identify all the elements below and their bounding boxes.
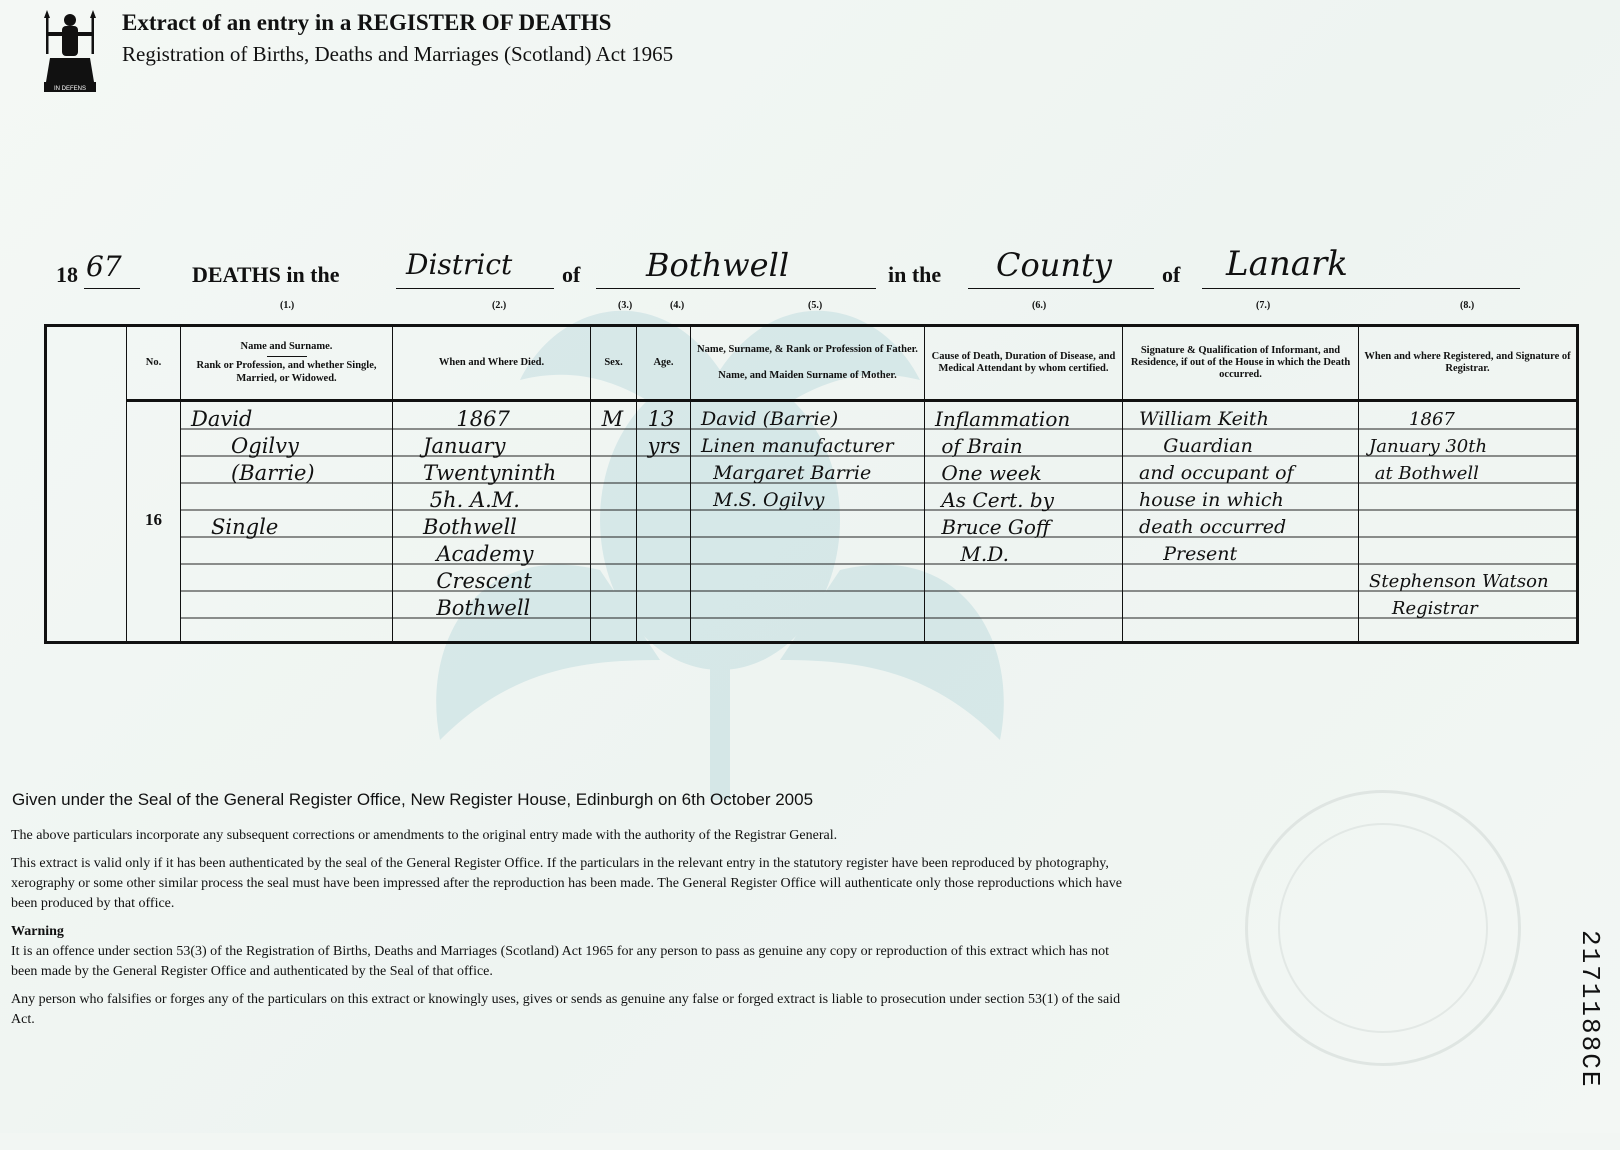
death-register-table bbox=[44, 324, 1579, 644]
col-parents-header bbox=[691, 326, 925, 401]
note-validity: This extract is valid only if it has been authenticated by the seal of the General Register Office. If the particulars in the relevant entry in the statutory register have been reproduced by photography, xerography or some other similar process the seal must have been impressed after the reproduction has been made. The General Register Office will authenticate only those reproductions which have been produced by that office. bbox=[11, 856, 1122, 911]
col-father-header: Name, Surname, & Rank or Profession of Father. bbox=[697, 343, 918, 355]
of-label-2: of bbox=[1162, 262, 1181, 287]
entry-sex: M bbox=[595, 407, 624, 431]
legal-notes bbox=[11, 826, 1131, 1038]
col-no-header: No. bbox=[127, 326, 181, 401]
warning-heading: Warning bbox=[11, 924, 64, 939]
county-type: County bbox=[996, 246, 1112, 284]
entry-when-where-cell bbox=[393, 401, 591, 643]
entry-registered: 1867 January 30th at Bothwell Stephenson Watson Registrar bbox=[1369, 409, 1549, 619]
col-when-where-header: When and Where Died. bbox=[393, 326, 591, 401]
entry-age-cell bbox=[637, 401, 691, 643]
entry-name: David Ogilvy (Barrie) Single bbox=[191, 407, 315, 539]
royal-crest-icon bbox=[40, 8, 100, 94]
document-title: Extract of an entry in a REGISTER OF DEATHS bbox=[122, 10, 612, 35]
col-name-header-b: Rank or Profession, and whether Single, Married, or Widowed. bbox=[196, 360, 377, 384]
column-number-5: (5.) bbox=[808, 300, 823, 311]
serial-number: 2171188CE bbox=[1575, 930, 1605, 1089]
in-the-label: in the bbox=[888, 262, 942, 287]
entry-parents-cell bbox=[691, 401, 925, 643]
entry-registered-cell bbox=[1359, 401, 1578, 643]
col-registered-header: When and where Registered, and Signature of Registrar. bbox=[1359, 326, 1578, 401]
county-name: Lanark bbox=[1226, 244, 1348, 284]
col-mother-header: Name, and Maiden Surname of Mother. bbox=[718, 370, 897, 381]
given-under-seal-line: Given under the Seal of the General Register Office, New Register House, Edinburgh on 6th October 2005 bbox=[12, 790, 814, 809]
col-name-header bbox=[181, 326, 393, 401]
note-forgery: Any person who falsifies or forges any of the particulars on this extract or knowingly uses, gives or sends as genuine any false or forged extract is liable to prosecution under section 53(1) of the said Act. bbox=[11, 992, 1121, 1027]
embossed-seal bbox=[1245, 790, 1521, 1066]
col-cause-header: Cause of Death, Duration of Disease, and Medical Attendant by whom certified. bbox=[925, 326, 1123, 401]
column-number-2: (2.) bbox=[492, 300, 507, 311]
column-number-4: (4.) bbox=[670, 300, 685, 311]
document-subtitle: Registration of Births, Deaths and Marriages (Scotland) Act 1965 bbox=[122, 42, 674, 66]
column-number-3: (3.) bbox=[618, 300, 633, 311]
entry-informant: William Keith Guardian and occupant of house in which death occurred Present bbox=[1139, 408, 1294, 565]
entry-number: 16 bbox=[145, 510, 162, 529]
entry-number-cell bbox=[127, 401, 181, 643]
entry-cause-cell bbox=[925, 401, 1123, 643]
entry-when-where: 1867 January Twentyninth 5h. A.M. Bothwell Academy Crescent Bothwell bbox=[423, 407, 557, 620]
entry-informant-cell bbox=[1123, 401, 1359, 643]
warning-text: It is an offence under section 53(3) of the Registration of Births, Deaths and Marriages (Scotland) Act 1965 for any person to pass as genuine any copy or reproduction of this extract which has not been made by the General Register Office and authenticated by the Seal of that office. bbox=[11, 944, 1110, 979]
year-suffix: 67 bbox=[86, 250, 122, 283]
column-number-1: (1.) bbox=[280, 300, 295, 311]
entry-cause: Inflammation of Brain One week As Cert. by Bruce Goff M.D. bbox=[935, 407, 1071, 566]
entry-sex-cell bbox=[591, 401, 637, 643]
column-number-7: (7.) bbox=[1256, 300, 1271, 311]
entry-name-cell bbox=[181, 401, 393, 643]
entry-parents: David (Barrie) Linen manufacturer Margaret Barrie M.S. Ogilvy bbox=[701, 408, 894, 511]
blank-header bbox=[46, 326, 127, 401]
year-prefix: 18 bbox=[56, 262, 78, 287]
deaths-label: DEATHS in the bbox=[192, 262, 340, 287]
svg-text:IN DEFENS: IN DEFENS bbox=[53, 86, 87, 92]
entry-age: 13 yrs bbox=[647, 407, 681, 458]
column-number-8: (8.) bbox=[1460, 300, 1475, 311]
note-corrections: The above particulars incorporate any subsequent corrections or amendments to the original entry made with the authority of the Registrar General. bbox=[11, 828, 838, 843]
district-type: District bbox=[406, 248, 513, 281]
column-number-6: (6.) bbox=[1032, 300, 1047, 311]
col-age-header: Age. bbox=[637, 326, 691, 401]
col-informant-header: Signature & Qualification of Informant, and Residence, if out of the House in which the Death occurred. bbox=[1123, 326, 1359, 401]
register-heading-line bbox=[56, 244, 1576, 302]
district-name: Bothwell bbox=[646, 246, 790, 284]
col-sex-header: Sex. bbox=[591, 326, 637, 401]
of-label-1: of bbox=[562, 262, 581, 287]
col-name-header-a: Name and Surname. bbox=[240, 341, 333, 353]
blank-margin-cell bbox=[46, 401, 127, 643]
